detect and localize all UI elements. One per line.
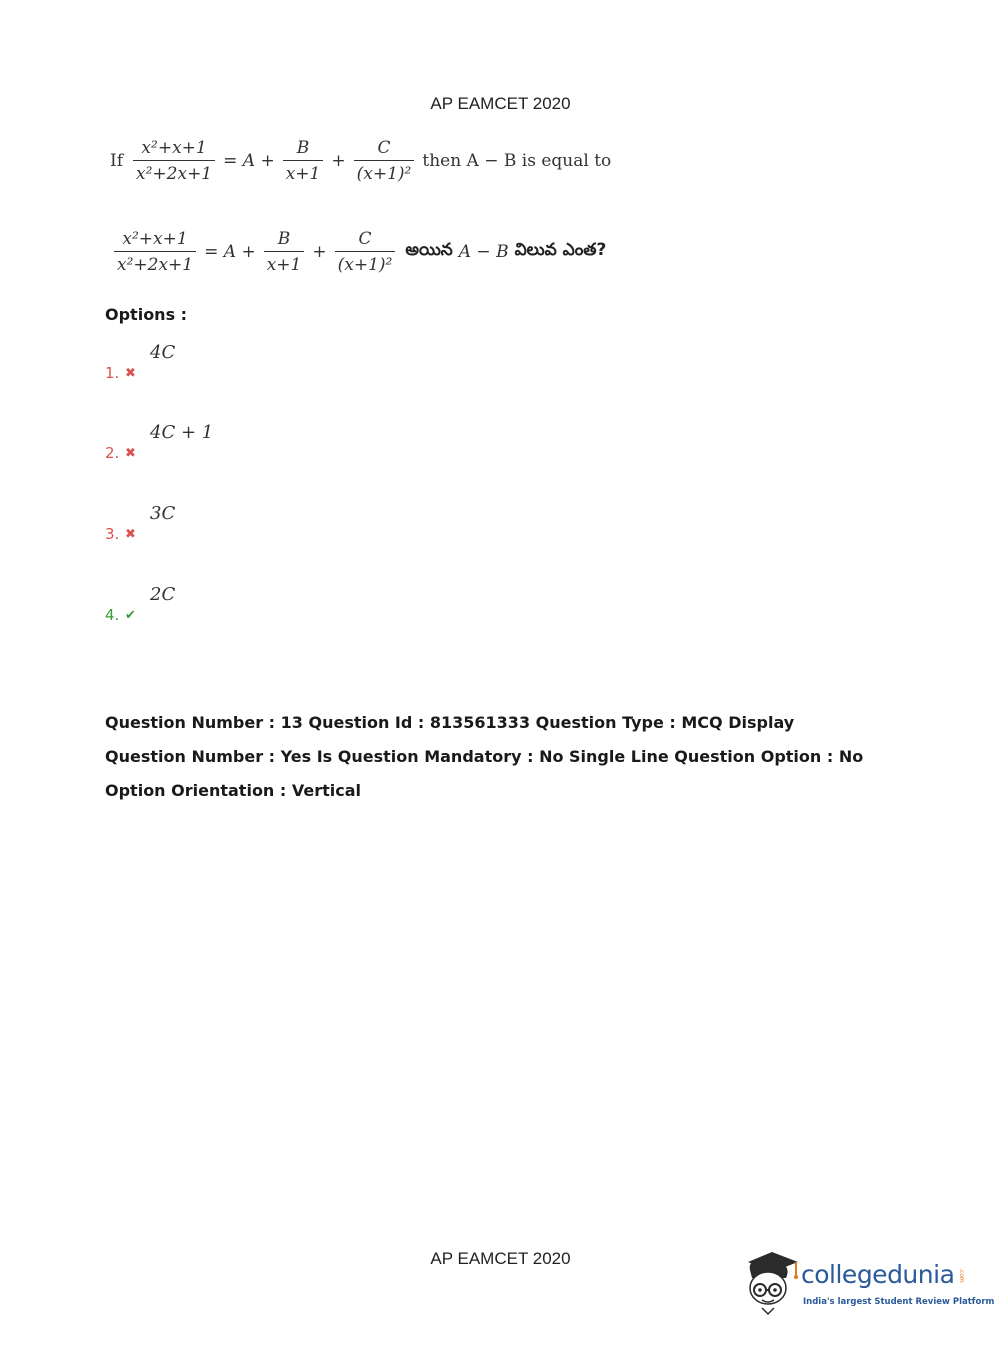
option-3[interactable] bbox=[105, 503, 405, 543]
page-footer-title: AP EAMCET 2020 bbox=[430, 1249, 571, 1268]
check-icon: ✔ bbox=[125, 608, 136, 623]
c-numerator: C bbox=[377, 138, 391, 158]
te-equals-a: = A + bbox=[204, 242, 256, 262]
te-plus-sign: + bbox=[312, 242, 327, 262]
cross-icon: ✖ bbox=[125, 527, 136, 542]
b-denominator: x+1 bbox=[283, 160, 324, 184]
question-prefix: If bbox=[110, 151, 124, 171]
logo-brand-text: collegedunia bbox=[801, 1260, 955, 1289]
te-c-fraction bbox=[335, 229, 396, 275]
option-1[interactable] bbox=[105, 342, 405, 382]
options-label: Options : bbox=[105, 305, 188, 324]
option-value: 4C bbox=[150, 342, 176, 363]
c-fraction bbox=[354, 138, 415, 184]
option-value: 3C bbox=[150, 503, 176, 524]
cross-icon: ✖ bbox=[125, 366, 136, 381]
page-header-title: AP EAMCET 2020 bbox=[430, 94, 571, 113]
option-2[interactable] bbox=[105, 422, 405, 462]
te-suffix-2: విలువ ఎంత? bbox=[514, 240, 607, 260]
lhs-fraction bbox=[133, 138, 215, 184]
equals-a: = A + bbox=[223, 151, 275, 171]
te-suffix-math: A − B bbox=[458, 242, 509, 262]
lhs-denominator: x²+2x+1 bbox=[133, 160, 215, 184]
option-number: 4. bbox=[105, 606, 120, 624]
option-value: 4C + 1 bbox=[150, 422, 214, 443]
option-number: 1. bbox=[105, 364, 120, 382]
te-b-numerator: B bbox=[277, 229, 291, 249]
question-suffix: then A − B is equal to bbox=[422, 151, 612, 171]
te-c-denominator: (x+1)² bbox=[335, 251, 396, 275]
plus-sign: + bbox=[331, 151, 346, 171]
te-c-numerator: C bbox=[358, 229, 372, 249]
te-b-denominator: x+1 bbox=[264, 251, 305, 275]
option-value: 2C bbox=[150, 584, 176, 605]
option-number: 2. bbox=[105, 444, 120, 462]
question-metadata: Question Number : 13 Question Id : 813561333 Question Type : MCQ Display Question Number : Yes Is Question Mandatory : No Single Line Question Option : No Option Orientation : Vertical bbox=[105, 713, 864, 800]
lhs-numerator: x²+x+1 bbox=[141, 138, 207, 158]
logo-dotcom: .com bbox=[958, 1268, 965, 1283]
te-lhs-denominator: x²+2x+1 bbox=[114, 251, 196, 275]
te-suffix-1: అయిన bbox=[405, 240, 453, 260]
b-fraction bbox=[283, 138, 324, 184]
logo-tagline: India's largest Student Review Platform bbox=[803, 1297, 995, 1307]
question-english bbox=[110, 138, 611, 184]
question-telugu bbox=[110, 229, 606, 275]
option-number: 3. bbox=[105, 525, 120, 543]
collegedunia-logo[interactable] bbox=[742, 1248, 995, 1316]
b-numerator: B bbox=[296, 138, 310, 158]
option-4[interactable] bbox=[105, 584, 405, 624]
te-b-fraction bbox=[264, 229, 305, 275]
c-denominator: (x+1)² bbox=[354, 160, 415, 184]
mascot-icon bbox=[742, 1248, 802, 1316]
cross-icon: ✖ bbox=[125, 446, 136, 461]
te-lhs-numerator: x²+x+1 bbox=[122, 229, 188, 249]
te-lhs-fraction bbox=[114, 229, 196, 275]
